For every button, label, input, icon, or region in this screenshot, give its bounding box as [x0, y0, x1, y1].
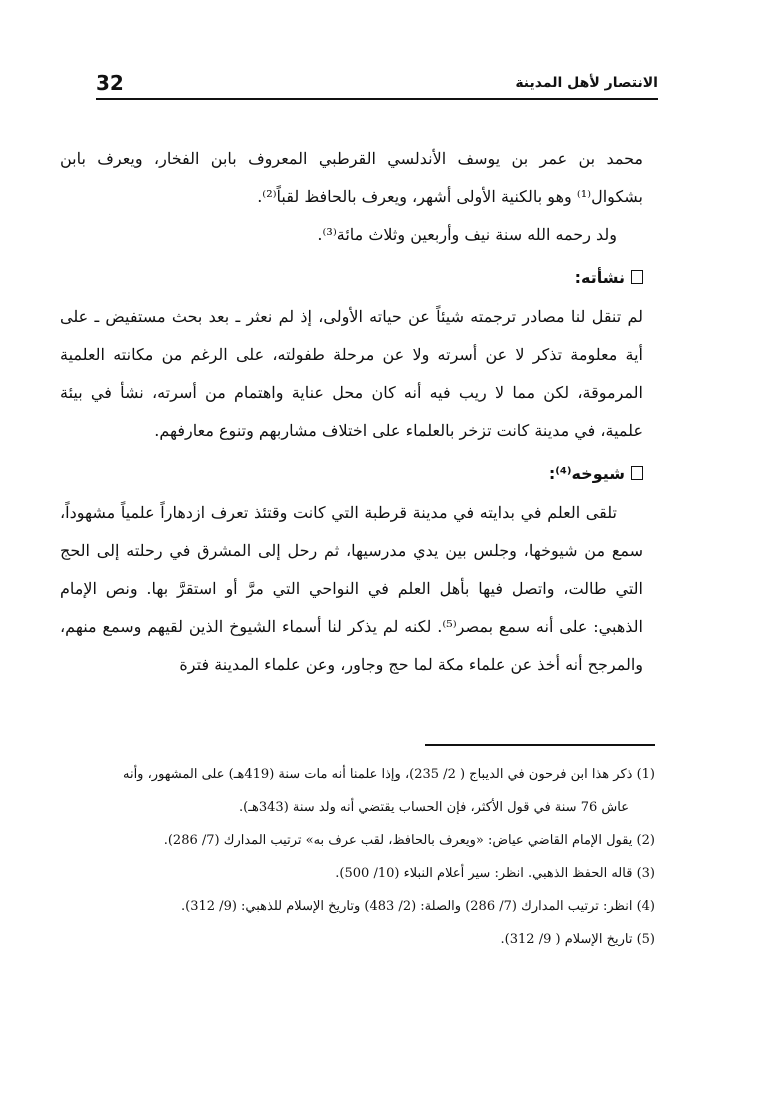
square-bullet-icon — [631, 466, 643, 480]
page-number: 32 — [96, 71, 124, 95]
running-title: الانتصار لأهل المدينة — [515, 75, 658, 91]
footnote-5: (5) تاريخ الإسلام ( 9/ 312). — [500, 932, 655, 947]
footnote-3: (3) قاله الحفظ الذهبي. انظر: سير أعلام النبلاء (10/ 500). — [335, 866, 655, 881]
paragraph-1: محمد بن عمر بن يوسف الأندلسي القرطبي المعروف بابن الفخار، ويعرف بابن بشكوال⁽¹⁾ وهو بالكنية الأولى أشهر، ويعرف بالحافظ لقباً⁽²⁾. — [60, 149, 643, 206]
section-heading-label: شيوخه⁽⁴⁾: — [548, 464, 625, 483]
page-header — [96, 70, 658, 100]
footnote-1: (1) ذكر هذا ابن فرحون في الديباج ( 2/ 235)، وإذا علمنا أنه مات سنة (419هـ) على المشهور، وأنه — [122, 767, 655, 782]
footnote-1-continuation: عاش 76 سنة في قول الأكثر، فإن الحساب يقتضي أنه ولد سنة (343هـ). — [239, 800, 629, 815]
main-text — [60, 140, 643, 684]
section-heading-upbringing — [60, 258, 643, 298]
footnotes — [80, 758, 655, 956]
footnote-4: (4) انظر: ترتيب المدارك (7/ 286) والصلة: (2/ 483) وتاريخ الإسلام للذهبي: (9/ 312). — [181, 899, 655, 914]
square-bullet-icon — [631, 270, 643, 284]
footnote-2: (2) يقول الإمام القاضي عياض: «ويعرف بالحافظ، لقب عرف به» ترتيب المدارك (7/ 286). — [163, 833, 655, 848]
footnote-separator — [425, 744, 655, 746]
section-heading-teachers — [60, 454, 643, 494]
section-heading-label: نشأته: — [574, 268, 625, 287]
paragraph-3: لم تنقل لنا مصادر ترجمته شيئاً عن حياته الأولى، إذ لم نعثر ـ بعد بحث مستفيض ـ على أية معلومة تذكر لا عن أسرته ولا عن مرحلة طفولته، على الرغم من مكانته العلمية المرموقة، لكن مما لا ريب فيه أنه كان محل عناية واهتمام من أسرته، نشأ في بيئة علمية، في مدينة كانت تزخر بالعلماء على اختلاف مشاربهم وتنوع معارفهم. — [60, 307, 643, 440]
header-rule — [96, 98, 658, 100]
paragraph-4: تلقى العلم في بدايته في مدينة قرطبة التي كانت وقتئذ تعرف ازدهاراً علمياً مشهوداً، سمع من شيوخها، وجلس بين يدي مدرسيها، ثم رحل إلى المشرق في رحلته إلى الحج التي طالت، واتصل فيها بأهل العلم في النواحي التي مرَّ أو استقرَّ بها. ونص الإمام الذهبي: على أنه سمع بمصر⁽⁵⁾. لكنه لم يذكر لنا أسماء الشيوخ الذين لقيهم وسمع منهم، والمرجح أنه أخذ عن علماء مكة لما حج وجاور، وعن علماء المدينة فترة — [60, 503, 644, 674]
paragraph-2: ولد رحمه الله سنة نيف وأربعين وثلاث مائة⁽³⁾. — [317, 225, 617, 244]
